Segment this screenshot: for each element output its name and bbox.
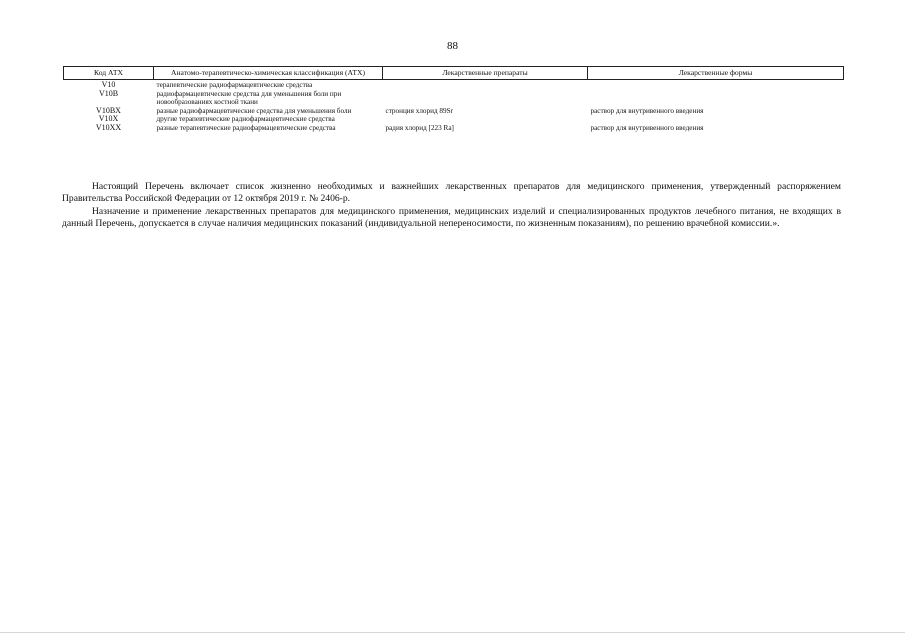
header-atc-classification: Анатомо-терапевтическо-химическая классификация (АТХ) [154, 67, 383, 80]
note-paragraph-prescribing-rules: Назначение и применение лекарственных препаратов для медицинского применения, медицинских изделий и специализированных продуктов лечебного питания, не входящих в данный Перечень, допускается в случае наличия медицинских показаний (индивидуальной непереносимости, по жизненным показаниям), по решению врачебной комиссии.». [62, 206, 841, 229]
row-code: V10X [98, 114, 119, 124]
table-row [64, 107, 844, 116]
table-header-row [64, 67, 844, 80]
row-form [588, 80, 844, 90]
row-drug [383, 80, 588, 90]
header-atc-code: Код АТХ [64, 67, 154, 80]
row-drug: стронция хлорид 89Sr [385, 106, 453, 115]
header-drugs: Лекарственные препараты [383, 67, 588, 80]
row-classification: другие терапевтические радиофармацевтические средства [156, 115, 335, 124]
atc-table [63, 66, 844, 133]
row-form: раствор для внутривенного введения [590, 106, 704, 115]
row-classification: терапевтические радиофармацевтические средства [156, 81, 313, 89]
page-number: 88 [447, 40, 458, 52]
row-classification: разные терапевтические радиофармацевтические средства [156, 123, 336, 132]
row-code: V10XX [95, 122, 122, 132]
scan-edge-line [0, 632, 905, 633]
row-form [588, 90, 844, 107]
row-classification: разные радиофармацевтические средства для уменьшения боли [156, 106, 352, 115]
row-drug [383, 90, 588, 107]
row-form: раствор для внутривенного введения [590, 123, 704, 132]
row-drug: радия хлорид [223 Ra] [385, 123, 454, 132]
row-classification: радиофармацевтические средства для уменьшения боли при новообразованиях костной ткани [156, 89, 342, 107]
header-dosage-forms: Лекарственные формы [588, 67, 844, 80]
row-form [588, 115, 844, 124]
table-row [64, 124, 844, 133]
row-code: V10 [101, 80, 116, 89]
row-code: V10BX [96, 105, 121, 115]
note-paragraph-list-approval: Настоящий Перечень включает список жизненно необходимых и важнейших лекарственных препаратов для медицинского применения, утвержденный распоряжением Правительства Российской Федерации от 12 октября 2019 г. № 2406-р. [62, 181, 841, 204]
table-row [64, 80, 844, 90]
row-drug [383, 115, 588, 124]
table-row [64, 90, 844, 107]
table-row [64, 115, 844, 124]
row-code: V10B [98, 88, 119, 98]
